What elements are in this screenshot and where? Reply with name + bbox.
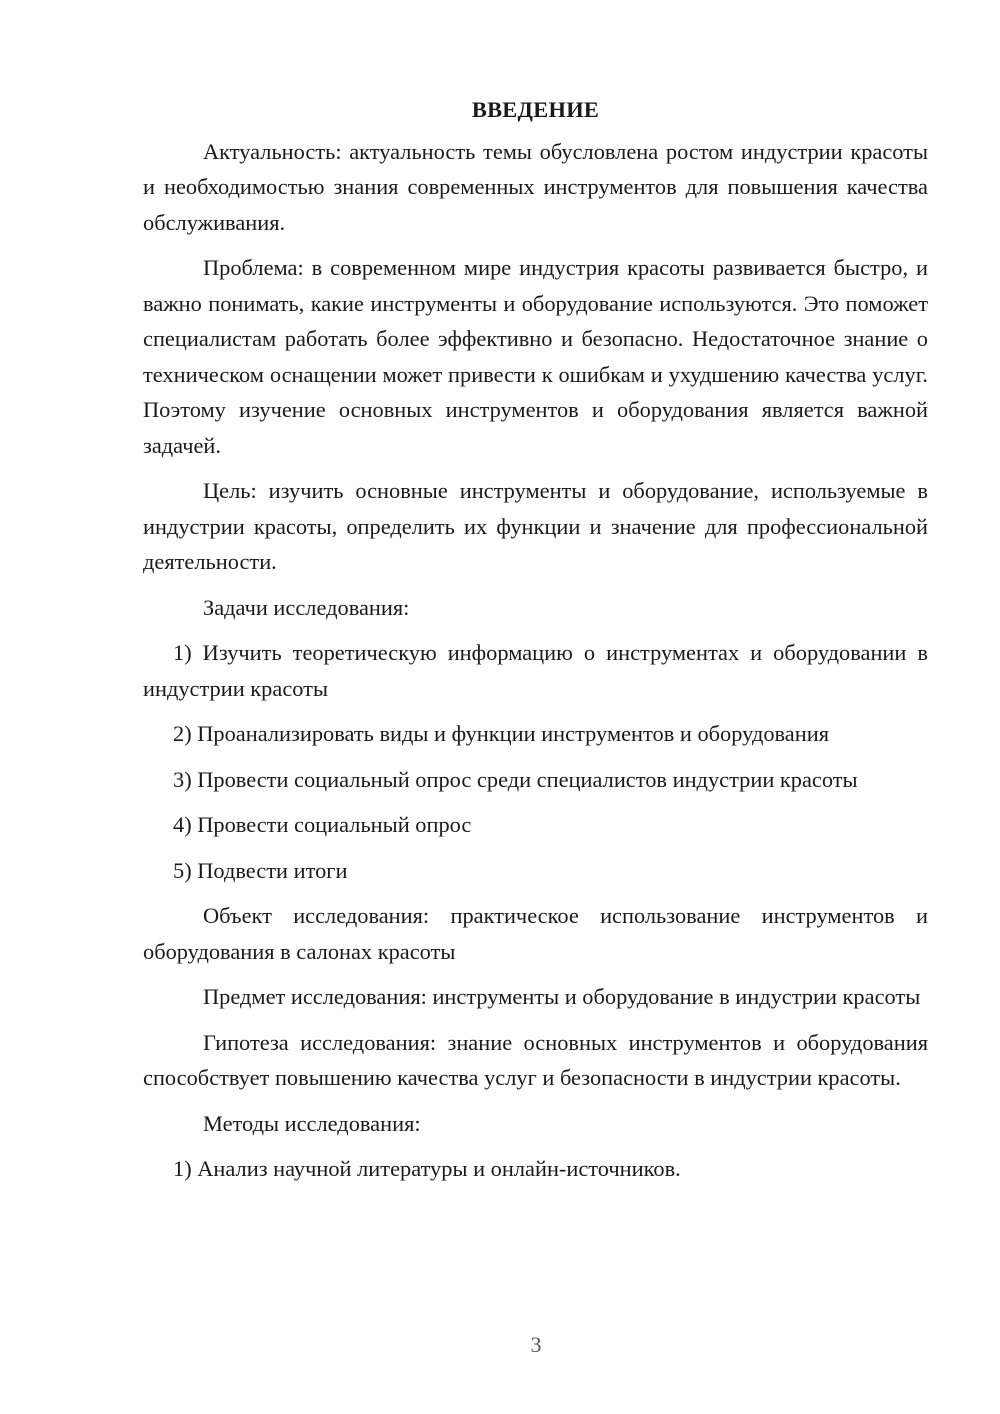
task-item-2: 2) Проанализировать виды и функции инструментов и оборудования — [173, 721, 830, 746]
document-page — [143, 92, 928, 1197]
object-paragraph: Объект исследования: практическое использование инструментов и оборудования в салонах красоты — [143, 903, 928, 964]
hypothesis-paragraph: Гипотеза исследования: знание основных инструментов и оборудования способствует повышению качества услуг и безопасности в индустрии красоты. — [143, 1029, 928, 1090]
tasks-heading: Задачи исследования: — [203, 594, 410, 620]
method-item-1: 1) Анализ научной литературы и онлайн-источников. — [173, 1156, 681, 1181]
section-title: ВВЕДЕНИЕ — [471, 97, 600, 122]
task-item-1: 1) Изучить теоретическую информацию о инструментах и оборудовании в индустрии красоты — [143, 640, 928, 701]
page-number: 3 — [530, 1332, 542, 1357]
task-item-3: 3) Провести социальный опрос среди специалистов индустрии красоты — [173, 766, 858, 792]
task-item-4: 4) Провести социальный опрос — [173, 812, 472, 837]
relevance-paragraph: Актуальность: актуальность темы обусловлена ростом индустрии красоты и необходимостью знания современных инструментов для повышения качества обслуживания. — [143, 138, 928, 235]
task-item-5: 5) Подвести итоги — [173, 857, 348, 883]
problem-paragraph: Проблема: в современном мире индустрия красоты развивается быстро, и важно понимать, какие инструменты и оборудование используются. Это поможет специалистам работать более эффективно и безопасно. Недостаточное знание о техническом оснащении может привести к ошибкам и ухудшению качества услуг. Поэтому изучение основных инструментов и оборудования является важной задачей. — [143, 255, 928, 458]
methods-heading: Методы исследования: — [203, 1110, 421, 1136]
subject-paragraph: Предмет исследования: инструменты и оборудование в индустрии красоты — [203, 984, 921, 1009]
goal-paragraph: Цель: изучить основные инструменты и оборудование, используемые в индустрии красоты, определить их функции и значение для профессиональной деятельности. — [143, 478, 928, 574]
